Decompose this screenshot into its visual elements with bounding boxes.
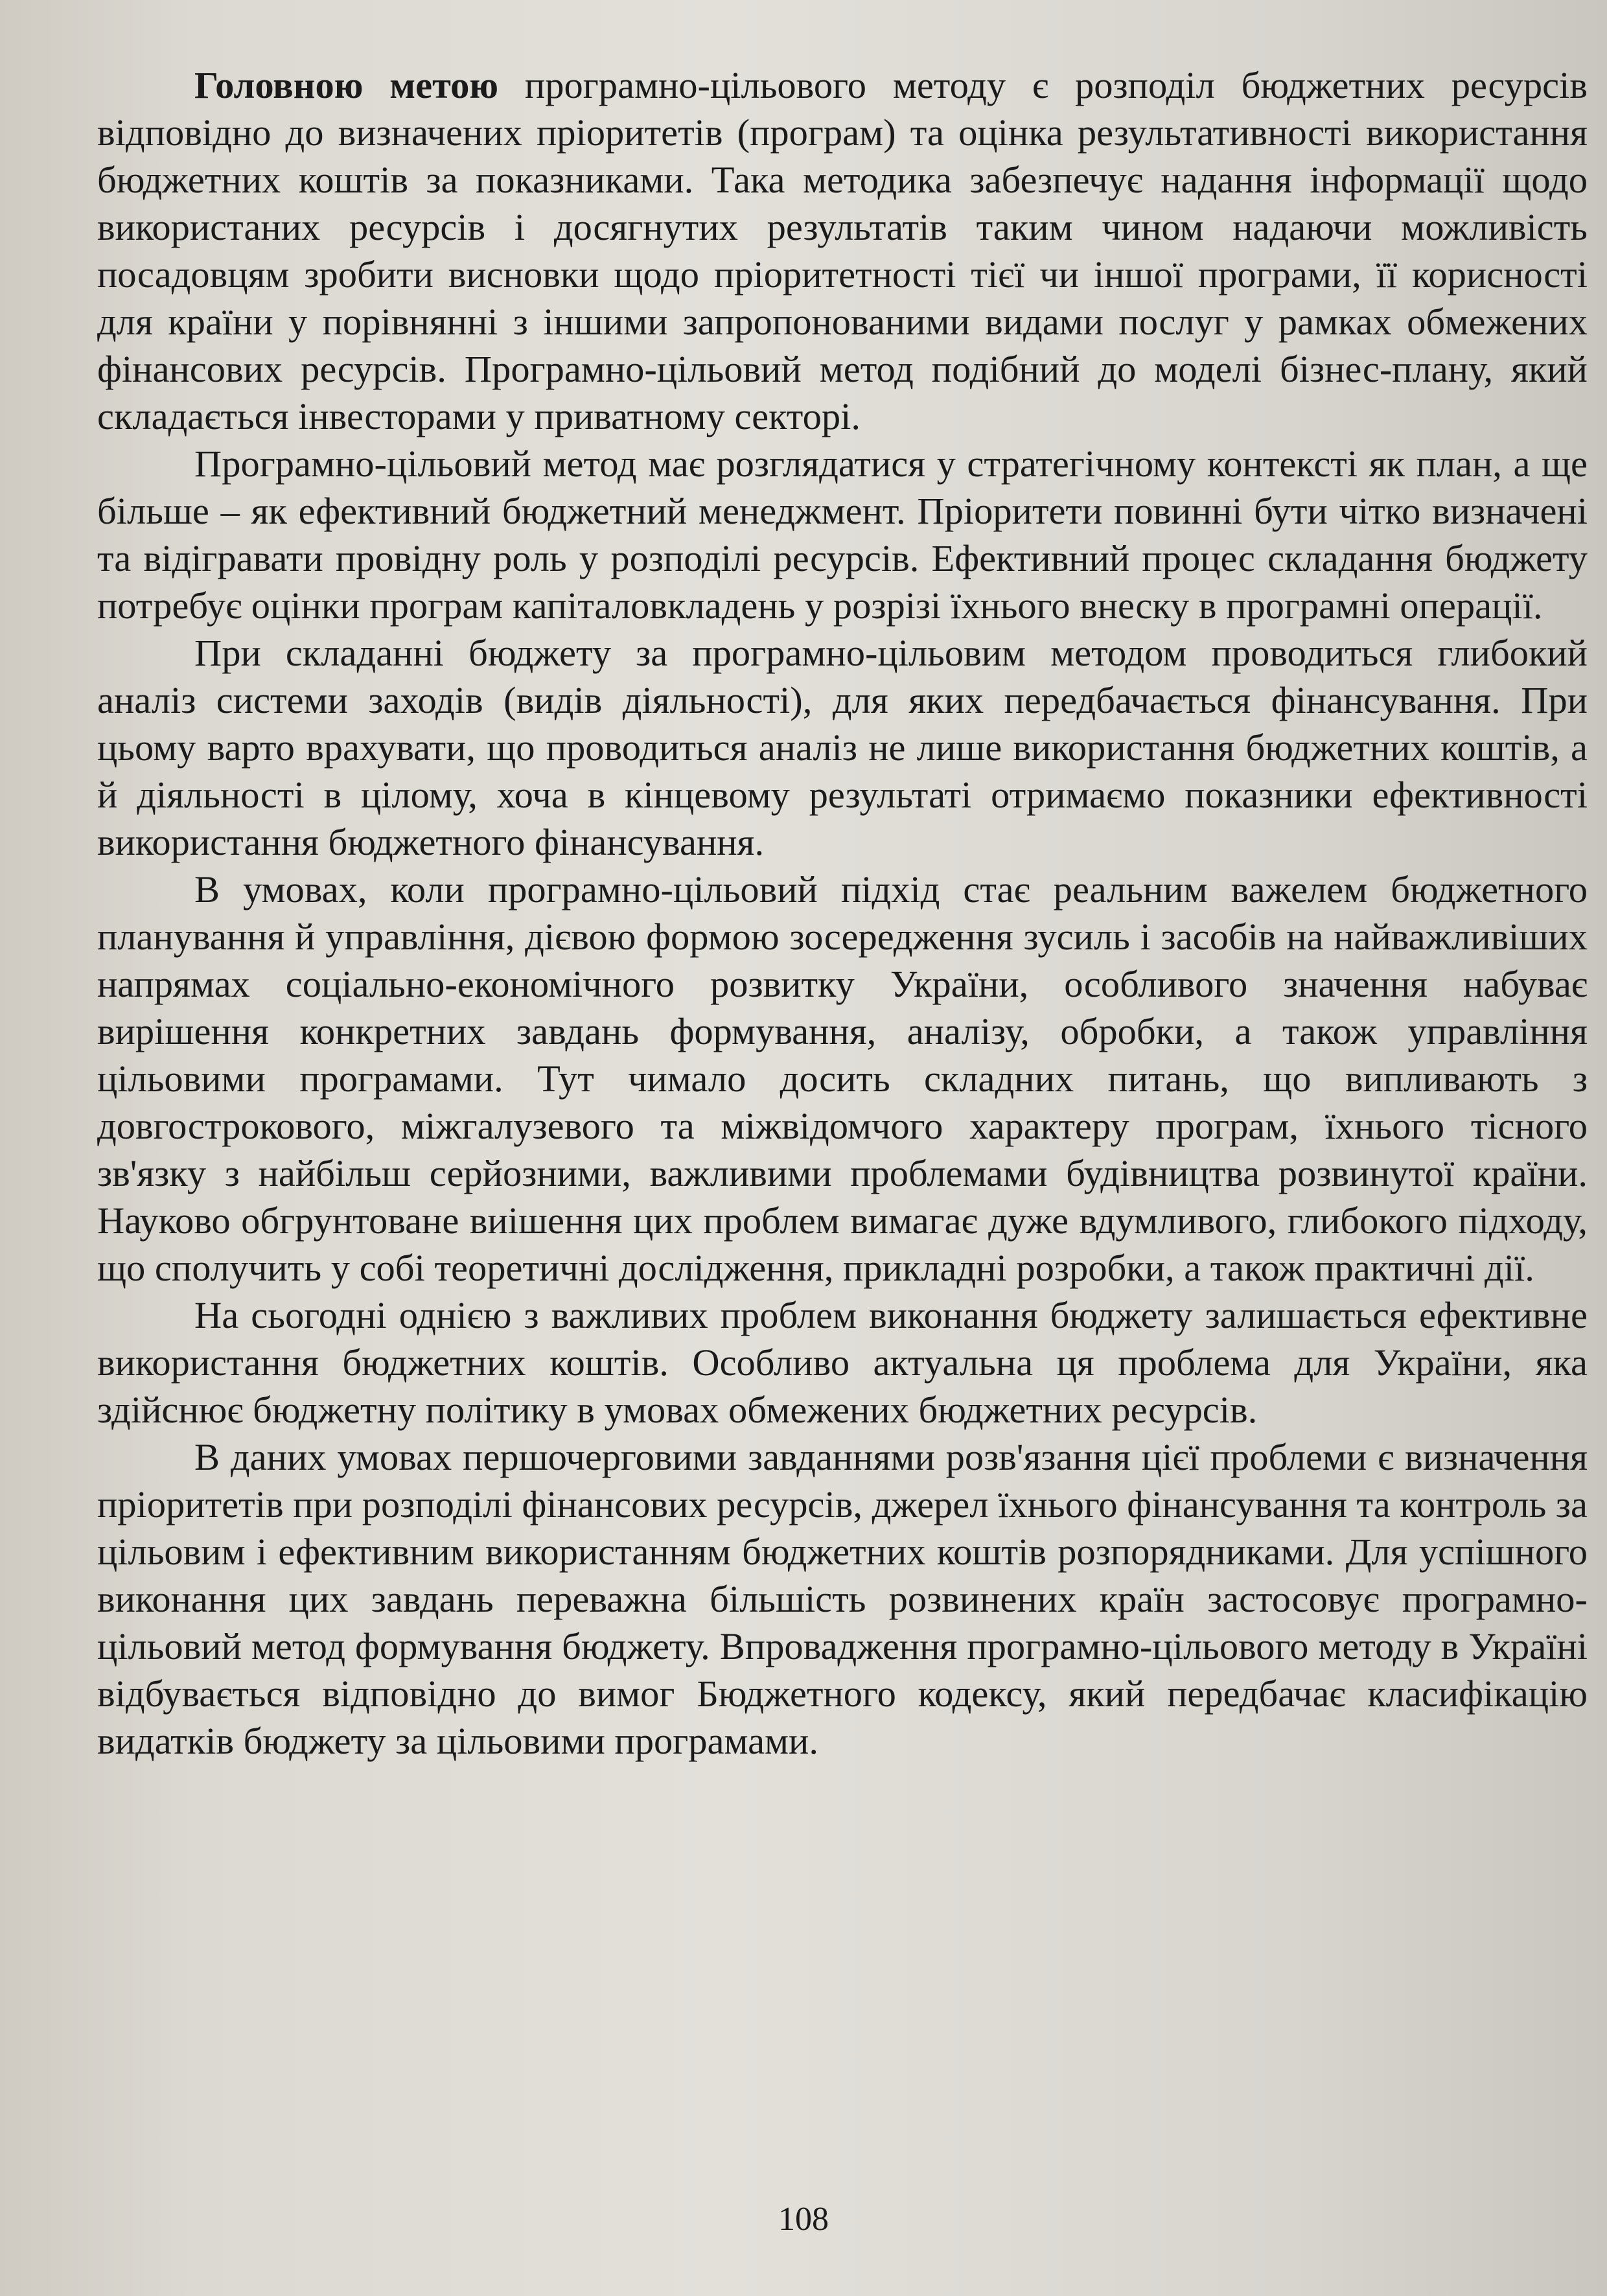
paragraph-6: В даних умовах першочерговими завданнями розв'язання цієї проблеми є визначення пріоритетів при розподілі фінансових ресурсів, джерел їхнього фінансування та контроль за цільовим і ефективним використанням бюджетних коштів розпорядниками. Для успішного виконання цих завдань переважна більшість розвинених країн застосовує програмно-цільовий метод формування бюджету. Впровадження програмно-цільового методу в Україні відбувається відповідно до вимог Бюджетного кодексу, який передбачає класифікацію видатків бюджету за цільовими програмами. bbox=[97, 1436, 1588, 1762]
page-number: 108 bbox=[778, 2201, 829, 2238]
paragraph-2: Програмно-цільовий метод має розглядатися у стратегічному контексті як план, а ще більше – як ефективний бюджетний менеджмент. Пріоритети повинні бути чітко визначені та відігравати провідну роль у розподілі ресурсів. Ефективний процес складання бюджету потребує оцінки програм капіталовкладень у розрізі їхнього внеску в програмні операції. bbox=[97, 443, 1588, 627]
paragraph-1-text: програмно-цільового методу є розподіл бюджетних ресурсів відповідно до визначених пріоритетів (програм) та оцінка результативності використання бюджетних коштів за показниками. Така методика забезпечує надання інформації щодо використаних ресурсів і досягнутих результатів таким чином надаючи можливість посадовцям зробити висновки щодо пріоритетності тієї чи іншої програми, її корисності для країни у порівнянні з іншими запропонованими видами послуг у рамках обмежених фінансових ресурсів. Програмно-цільовий метод подібний до моделі бізнес-плану, який складається інвесторами у приватному секторі. bbox=[97, 64, 1588, 437]
body-text bbox=[97, 62, 1588, 1765]
paragraph-1 bbox=[97, 62, 1588, 440]
paragraph-1-bold-lead: Головною метою bbox=[194, 64, 499, 106]
paragraph-5: На сьогодні однією з важливих проблем виконання бюджету залишається ефективне використання бюджетних коштів. Особливо актуальна ця проблема для України, яка здійснює бюджетну політику в умовах обмежених бюджетних ресурсів. bbox=[97, 1294, 1588, 1431]
paragraph-3: При складанні бюджету за програмно-цільовим методом проводиться глибокий аналіз системи заходів (видів діяльності), для яких передбачається фінансування. При цьому варто врахувати, що проводиться аналіз не лише використання бюджетних коштів, а й діяльності в цілому, хоча в кінцевому результаті отримаємо показники ефективності використання бюджетного фінансування. bbox=[97, 632, 1588, 863]
paragraph-4: В умовах, коли програмно-цільовий підхід стає реальним важелем бюджетного планування й управління, дієвою формою зосередження зусиль і засобів на найважливіших напрямах соціально-економічного розвитку України, особливого значення набуває вирішення конкретних завдань формування, аналізу, обробки, а також управління цільовими програмами. Тут чимало досить складних питань, що випливають з довгострокового, міжгалузевого та міжвідомчого характеру програм, їхнього тісного зв'язку з найбільш серйозними, важливими проблемами будівництва розвинутої країни. Науково обгрунтоване виішення цих проблем вимагає дуже вдумливого, глибокого підходу, що сполучить у собі теоретичні дослідження, прикладні розробки, а також практичні дії. bbox=[97, 868, 1588, 1289]
